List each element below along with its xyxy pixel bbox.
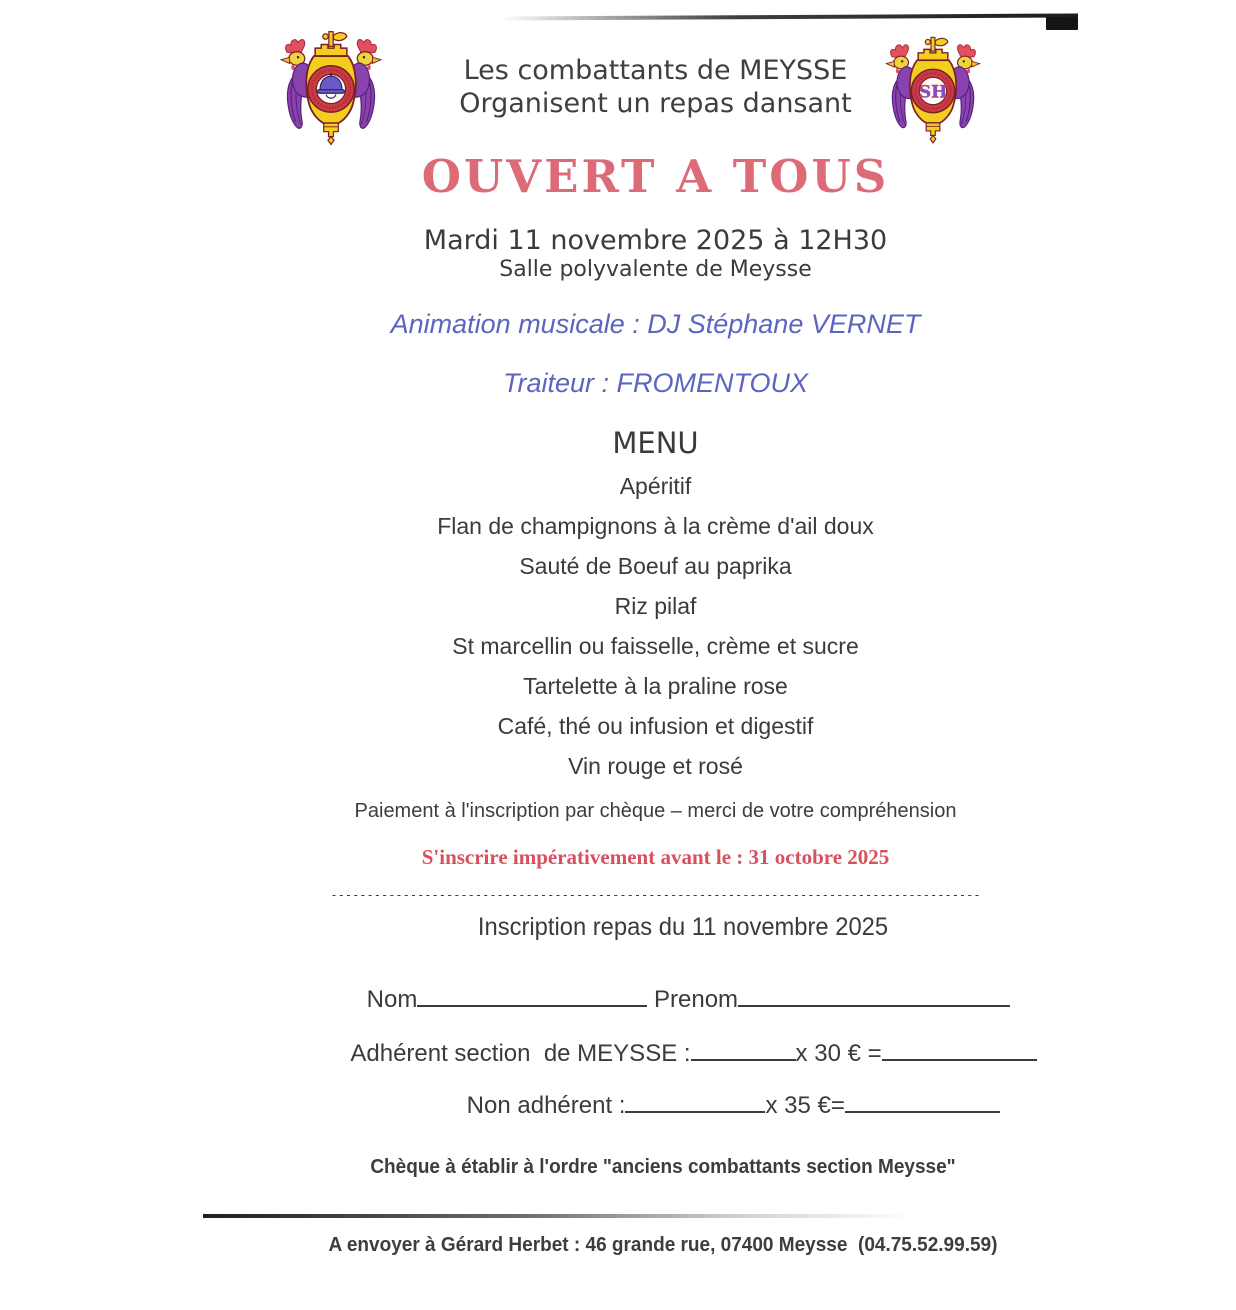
- prenom-label: Prenom: [654, 986, 739, 1013]
- menu-item: Tartelette à la praline rose: [523, 673, 788, 699]
- payment-note: Paiement à l'inscription par chèque – merci de votre compréhension: [354, 800, 957, 822]
- nonmember-multiplier: x 35 €=: [765, 1092, 845, 1119]
- deadline-note: S'inscrire impérativement avant le : 31 octobre 2025: [421, 845, 890, 869]
- footer-instructions: [119, 1102, 1208, 1310]
- menu-item: St marcellin ou faisselle, crème et sucre: [452, 633, 859, 659]
- member-label: Adhérent section de MEYSSE :: [350, 1040, 691, 1067]
- nonmember-label: Non adhérent :: [466, 1092, 626, 1119]
- form-title: Inscription repas du 11 novembre 2025: [477, 913, 889, 941]
- menu-item: Vin rouge et rosé: [568, 753, 743, 779]
- badge-monogram: SH: [918, 82, 948, 103]
- menu-item: Flan de champignons à la crème d'ail doux: [437, 513, 874, 539]
- nom-blank-line: [417, 1003, 647, 1007]
- menu-item: Café, thé ou infusion et digestif: [497, 713, 814, 739]
- menu-item: Riz pilaf: [614, 593, 697, 619]
- header-line-1: Les combattants de MEYSSE: [463, 55, 848, 86]
- event-caterer: Traiteur : FROMENTOUX: [502, 368, 809, 398]
- menu-title: MENU: [612, 426, 699, 460]
- cut-line-separator: ------------------------------------------------------------------------------------------: [330, 888, 981, 902]
- event-music: Animation musicale : DJ Stéphane VERNET: [390, 309, 921, 339]
- event-date: Mardi 11 novembre 2025 à 12H30: [423, 225, 888, 256]
- nom-label: Nom: [366, 986, 418, 1013]
- event-venue: Salle polyvalente de Meysse: [499, 257, 812, 282]
- prenom-blank-line: [738, 1003, 1010, 1007]
- member-qty-blank-line: [691, 1057, 796, 1061]
- menu-item: Sauté de Boeuf au paprika: [519, 553, 792, 579]
- member-total-blank-line: [882, 1057, 1037, 1061]
- menu-list: [75, 466, 1236, 786]
- banner-open-to-all: OUVERT A TOUS: [421, 150, 890, 203]
- cheque-order-line: Chèque à établir à l'ordre "anciens combattants section Meysse": [370, 1156, 956, 1178]
- scan-artifact-top-blob: [1046, 17, 1078, 30]
- member-multiplier: x 30 € =: [795, 1040, 882, 1067]
- scan-artifact-top-line: [500, 13, 1078, 20]
- send-to-line: A envoyer à Gérard Herbet : 46 grande rue, 07400 Meysse (04.75.52.99.59): [328, 1234, 998, 1256]
- menu-item: Apéritif: [619, 473, 692, 499]
- header-line-2: Organisent un repas dansant: [459, 88, 852, 119]
